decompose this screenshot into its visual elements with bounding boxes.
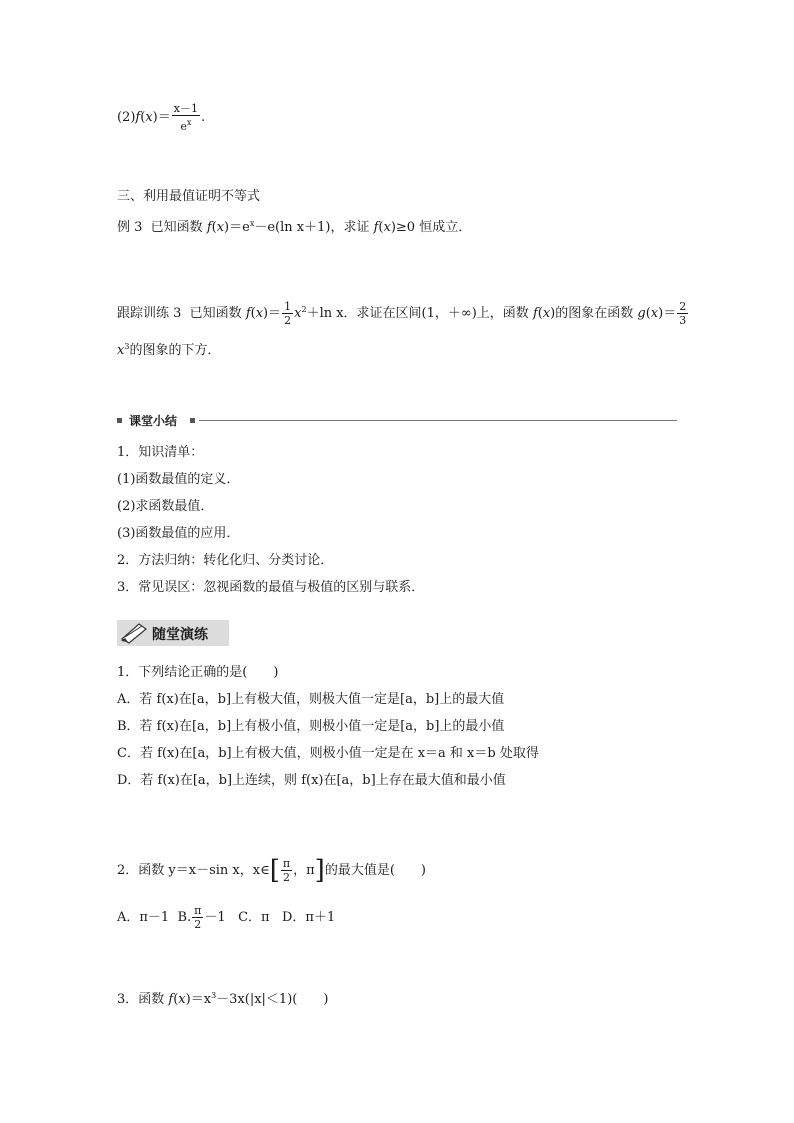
question-1-option: C．若 f(x)在[a，b]上有极大值，则极小值一定是在 x＝a 和 x＝b 处取得: [117, 746, 539, 761]
bullet-icon: [190, 418, 195, 423]
summary-item: 3．常见误区：忽视函数的最值与极值的区别与联系．: [117, 580, 425, 595]
summary-item: (2)求函数最值．: [117, 499, 214, 514]
divider: [199, 420, 677, 421]
fraction: $\frac{2}{3}$: [679, 300, 687, 327]
practice-3-line2: $x^3$的图象的下方．: [117, 342, 221, 358]
practice-banner-title: 随堂演练: [152, 627, 208, 643]
summary-header: [117, 412, 677, 430]
question-1-option: D．若 f(x)在[a，b]上连续，则 f(x)在[a，b]上存在最大值和最小值: [117, 773, 506, 788]
summary-item: (3)函数最值的应用．: [117, 526, 240, 541]
fraction: $\frac{x-1}{e^x}$: [173, 102, 198, 133]
example-3: 例 3 已知函数 $f(x)=e^x-e(\ln$ x＋1)，求证 f(x)≥0 恒成立．: [117, 219, 472, 235]
pencil-icon: [119, 621, 149, 645]
summary-title: 课堂小结: [129, 414, 178, 428]
option-c: C．π: [238, 910, 270, 925]
question-1-stem: 1．下列结论正确的是( ): [117, 665, 279, 680]
question-2-options: A．π－1 B. $\frac{\pi}{2}$ －1 C．π D．π＋1: [117, 904, 336, 931]
summary-item: 1．知识清单：: [117, 445, 204, 460]
option-a: A．π－1: [117, 910, 170, 925]
fraction: $\frac{1}{2}$: [284, 300, 292, 327]
summary-item: 2．方法归纳：转化化归、分类讨论．: [117, 553, 334, 568]
question-1-option: B．若 f(x)在[a，b]上有极小值，则极小值一定是[a，b]上的最小值: [117, 719, 505, 734]
option-d: D．π＋1: [282, 910, 336, 925]
summary-item: (1)函数最值的定义．: [117, 472, 240, 487]
section-title: 三、利用最值证明不等式: [117, 189, 261, 204]
fraction: $\frac{\pi}{2}$: [194, 904, 202, 931]
fraction: $\frac{\pi}{2}$: [282, 857, 291, 884]
practice-3: 跟踪训练 3 已知函数 f(x)＝ $\frac{1}{2}$ $x^2+\ln$ x．求证在区间(1，＋∞)上，函数 f(x)的图象在函数 g(x)＝ $\frac{2}{3}$: [117, 300, 687, 327]
question-1-option: A．若 f(x)在[a，b]上有极大值，则极大值一定是[a，b]上的最大值: [117, 692, 505, 707]
sub-problem-2: (2)f(x)＝ $\frac{x-1}{e^x}$ .: [117, 102, 206, 133]
practice-banner: [117, 620, 229, 646]
bullet-icon: [117, 418, 122, 423]
question-2-stem: 2．函数 y＝x－sin x，x∈[ $\frac{\pi}{2}$ ，π]的最大值是( ): [117, 855, 426, 886]
question-3-stem: 3．函数 $f(x)=x^3-3x(|x|<1)$( ): [117, 991, 329, 1007]
